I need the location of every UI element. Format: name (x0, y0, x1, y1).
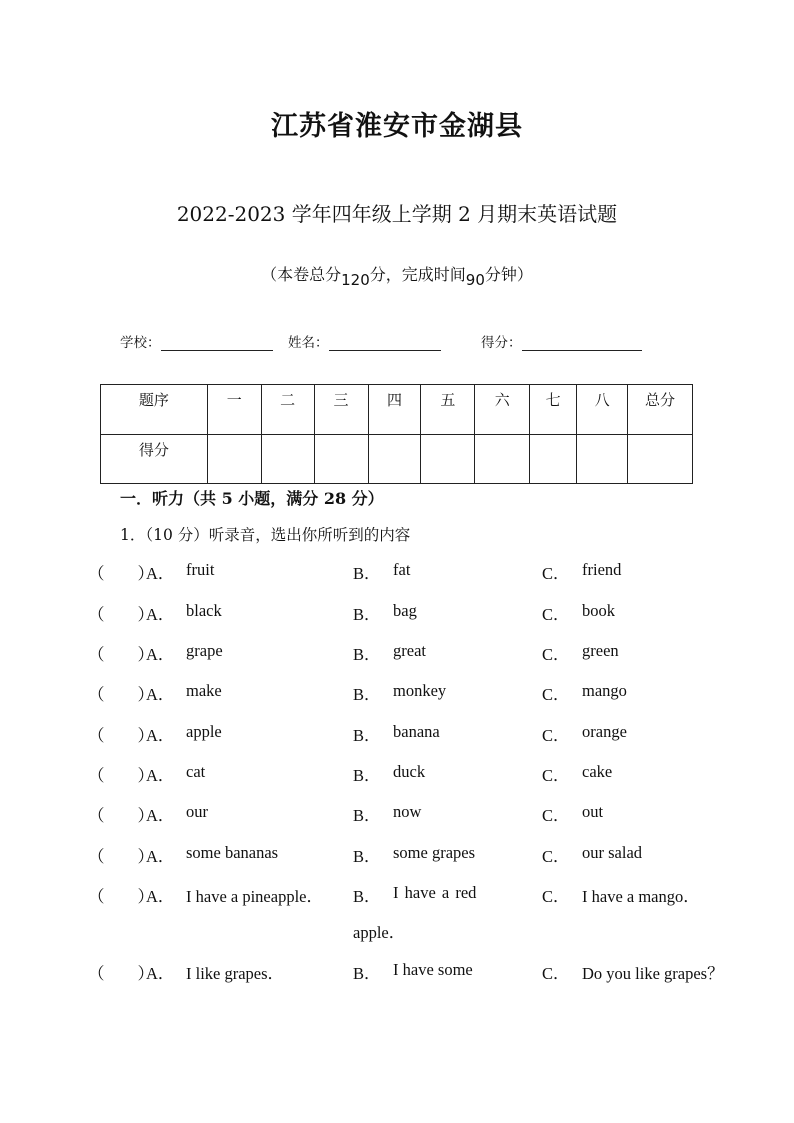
option-c-label: C． (542, 685, 570, 704)
option-a-text: some bananas (186, 843, 279, 862)
option-c-text: out (582, 802, 604, 821)
note-part3: 分钟） (484, 265, 533, 284)
option-a-label: A． (146, 806, 175, 825)
answer-paren[interactable]: （ ） (88, 964, 154, 983)
name-field (288, 331, 441, 351)
option-c-label: C． (542, 887, 570, 906)
score-blank[interactable] (522, 336, 642, 351)
option-b-text: monkey (393, 681, 447, 700)
option-c-label: C． (542, 605, 570, 624)
option-a-text: I like grapes． (186, 964, 285, 983)
option-a-text: apple (186, 722, 222, 741)
option-b-text: now (393, 802, 422, 821)
header-cell: 一 (207, 385, 261, 435)
option-a-label: A． (146, 645, 175, 664)
option-b-label: B． (353, 645, 381, 664)
option-b-text: I have a red (393, 883, 477, 902)
option-b-text: some grapes (393, 843, 476, 862)
option-b-label: B． (353, 685, 381, 704)
option-b-text: I have some (393, 960, 473, 979)
note-part2: 分，完成时间 (369, 265, 466, 284)
header-cell: 三 (314, 385, 368, 435)
option-a-label: A． (146, 766, 175, 785)
option-a-label: A． (146, 964, 175, 983)
option-a-text: cat (186, 762, 206, 781)
option-c-label: C． (542, 766, 570, 785)
option-c-text: friend (582, 560, 622, 579)
option-c-text: book (582, 601, 615, 620)
score-table-header-row (101, 385, 693, 435)
score-field (481, 331, 642, 351)
answer-paren[interactable]: （ ） (88, 726, 154, 745)
option-b-label: B． (353, 887, 381, 906)
option-c-text: mango (582, 681, 627, 700)
option-c-text: cake (582, 762, 613, 781)
section-title: 一．听力（共 5 小题，满分 28 分） (120, 489, 384, 508)
note-part1: （本卷总分 (261, 265, 342, 284)
option-a-text: fruit (186, 560, 215, 579)
header-cell: 总分 (628, 385, 693, 435)
score-cell[interactable] (261, 435, 314, 484)
school-field (120, 331, 273, 351)
answer-paren[interactable]: （ ） (88, 605, 154, 624)
score-row-label: 得分 (101, 435, 208, 484)
option-b-text: great (393, 641, 426, 660)
score-table (100, 384, 693, 484)
answer-paren[interactable]: （ ） (88, 766, 154, 785)
option-b-text: bag (393, 601, 417, 620)
option-c-text: green (582, 641, 619, 660)
answer-paren[interactable]: （ ） (88, 887, 154, 906)
question-1-prompt: 1．（10 分）听录音，选出你所听到的内容 (120, 526, 411, 544)
score-table-score-row (101, 435, 693, 484)
answer-paren[interactable]: （ ） (88, 685, 154, 704)
header-cell: 八 (577, 385, 628, 435)
option-c-label: C． (542, 645, 570, 664)
score-cell[interactable] (421, 435, 475, 484)
option-b-label: B． (353, 847, 381, 866)
school-label: 学校： (120, 335, 161, 351)
option-b-label: B． (353, 766, 381, 785)
option-c-text: our salad (582, 843, 643, 862)
option-b-label: B． (353, 806, 381, 825)
option-c-label: C． (542, 806, 570, 825)
name-label: 姓名： (288, 335, 329, 351)
answer-paren[interactable]: （ ） (88, 645, 154, 664)
answer-paren[interactable]: （ ） (88, 806, 154, 825)
header-cell: 七 (530, 385, 577, 435)
option-b-text: fat (393, 560, 411, 579)
time-minutes: 90 (465, 271, 485, 289)
option-c-label: C． (542, 726, 570, 745)
header-cell: 四 (368, 385, 421, 435)
option-a-text: make (186, 681, 222, 700)
option-a-text: grape (186, 641, 223, 660)
option-b-label: B． (353, 964, 381, 983)
answer-paren[interactable]: （ ） (88, 847, 154, 866)
score-label: 得分： (481, 335, 522, 351)
option-b-label: B． (353, 605, 381, 624)
school-blank[interactable] (161, 336, 273, 351)
score-cell[interactable] (207, 435, 261, 484)
option-c-text: Do you like grapes？ (582, 964, 724, 983)
score-cell[interactable] (475, 435, 530, 484)
option-b-text: banana (393, 722, 440, 741)
header-cell: 二 (261, 385, 314, 435)
option-a-text: our (186, 802, 208, 821)
document-title: 江苏省淮安市金湖县 (271, 111, 523, 142)
option-c-text: I have a mango． (582, 887, 700, 906)
exam-subtitle: 2022-2023 学年四年级上学期 2 月期末英语试题 (176, 202, 618, 226)
exam-note (0, 262, 794, 289)
option-c-label: C． (542, 964, 570, 983)
option-a-label: A． (146, 564, 175, 583)
score-cell[interactable] (577, 435, 628, 484)
score-cell[interactable] (368, 435, 421, 484)
score-cell[interactable] (314, 435, 368, 484)
name-blank[interactable] (329, 336, 441, 351)
option-b-text: duck (393, 762, 426, 781)
header-cell: 六 (475, 385, 530, 435)
header-cell: 题序 (101, 385, 208, 435)
header-cell: 五 (421, 385, 475, 435)
answer-paren[interactable]: （ ） (88, 564, 154, 583)
option-b-label: B． (353, 726, 381, 745)
option-c-label: C． (542, 564, 570, 583)
option-b-text-wrap: apple． (353, 923, 406, 942)
option-a-label: A． (146, 726, 175, 745)
option-a-label: A． (146, 685, 175, 704)
option-c-text: orange (582, 722, 627, 741)
option-c-label: C． (542, 847, 570, 866)
option-a-label: A． (146, 605, 175, 624)
option-a-label: A． (146, 887, 175, 906)
total-score: 120 (341, 271, 370, 289)
option-b-label: B． (353, 564, 381, 583)
option-a-text: black (186, 601, 222, 620)
option-a-text: I have a pineapple． (186, 887, 323, 906)
option-a-label: A． (146, 847, 175, 866)
score-cell[interactable] (628, 435, 693, 484)
score-cell[interactable] (530, 435, 577, 484)
